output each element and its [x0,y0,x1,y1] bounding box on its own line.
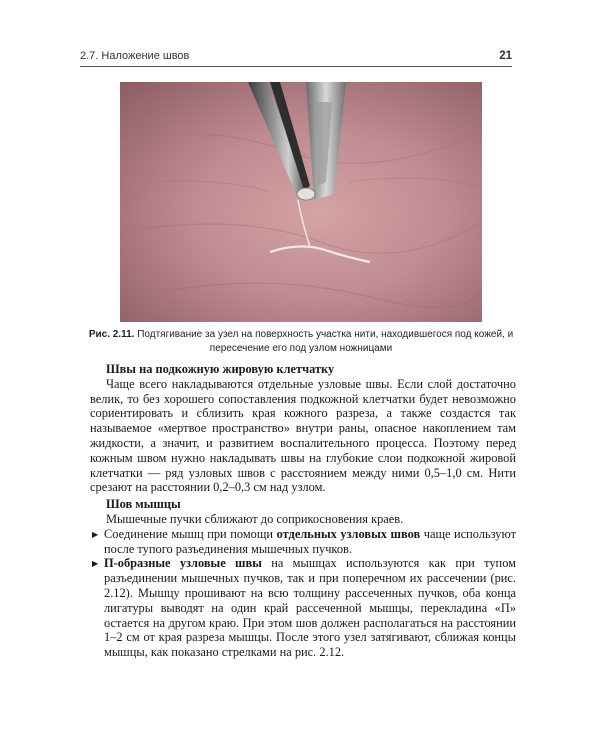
section-heading-subcutaneous: Швы на подкожную жировую клетчатку [106,362,335,376]
paragraph-subcutaneous: Чаще всего накладываются отдельные узловые швы. Если слой достаточно велик, то без хорошего сопоставления подкожной клетчатки будет невозможно сориентировать и сблизить края кожного разреза, а также создастся так называемое «мертвое пространство» внутри раны, опасное накоплением там жидкости, а значит, и развитием воспалительного процесса. Поэтому перед кожным швом нужно накладывать швы на глубокие слои подкожной жировой клетчатки — ряд узловых швов с расстоянием между ними 0,5–1,0 см. Нити срезают на расстоянии 0,2–0,3 см над узлом. [90,376,516,495]
running-header [80,50,512,67]
triangle-bullet-icon: ▶ [92,529,99,539]
list-item: ▶ Соединение мышц при помощи отдельных узловых швов чаще используют после тупого разъединения мышечных пучков. [92,526,516,556]
triangle-bullet-icon: ▶ [92,559,99,569]
section-title: 2.7. Наложение швов [80,50,190,62]
figure-photo [120,82,482,322]
paragraph-muscle: Мышечные пучки сближают до соприкосновения краев. [106,511,404,526]
figure-caption [86,328,516,356]
page-number: 21 [499,50,512,62]
figure-label: Рис. 2.11. [88,329,135,340]
body-text [90,362,516,660]
figure-caption-text: Подтягивание за узел на поверхность участка нити, находившегося под кожей, и пересечение его под узлом ножницами [137,329,514,354]
section-heading-muscle: Шов мышцы [106,497,181,512]
list-item: ▶ П-образные узловые швы на мышцах используются как при тупом разъединении мышечных пучков, так и при поперечном их рассечении (рис. 2.12). Мышцу прошивают на всю толщину рассеченных пучков, оба конца лигатуры выводят на один край рассеченной мышцы, перекладина «П» остается на другом краю. При этом шов должен располагаться на расстоянии 1–2 см от края разреза мышцы. После этого узел затягивают, сближая концы мышцы, как показано стрелками на рис. 2.12. [92,556,516,660]
